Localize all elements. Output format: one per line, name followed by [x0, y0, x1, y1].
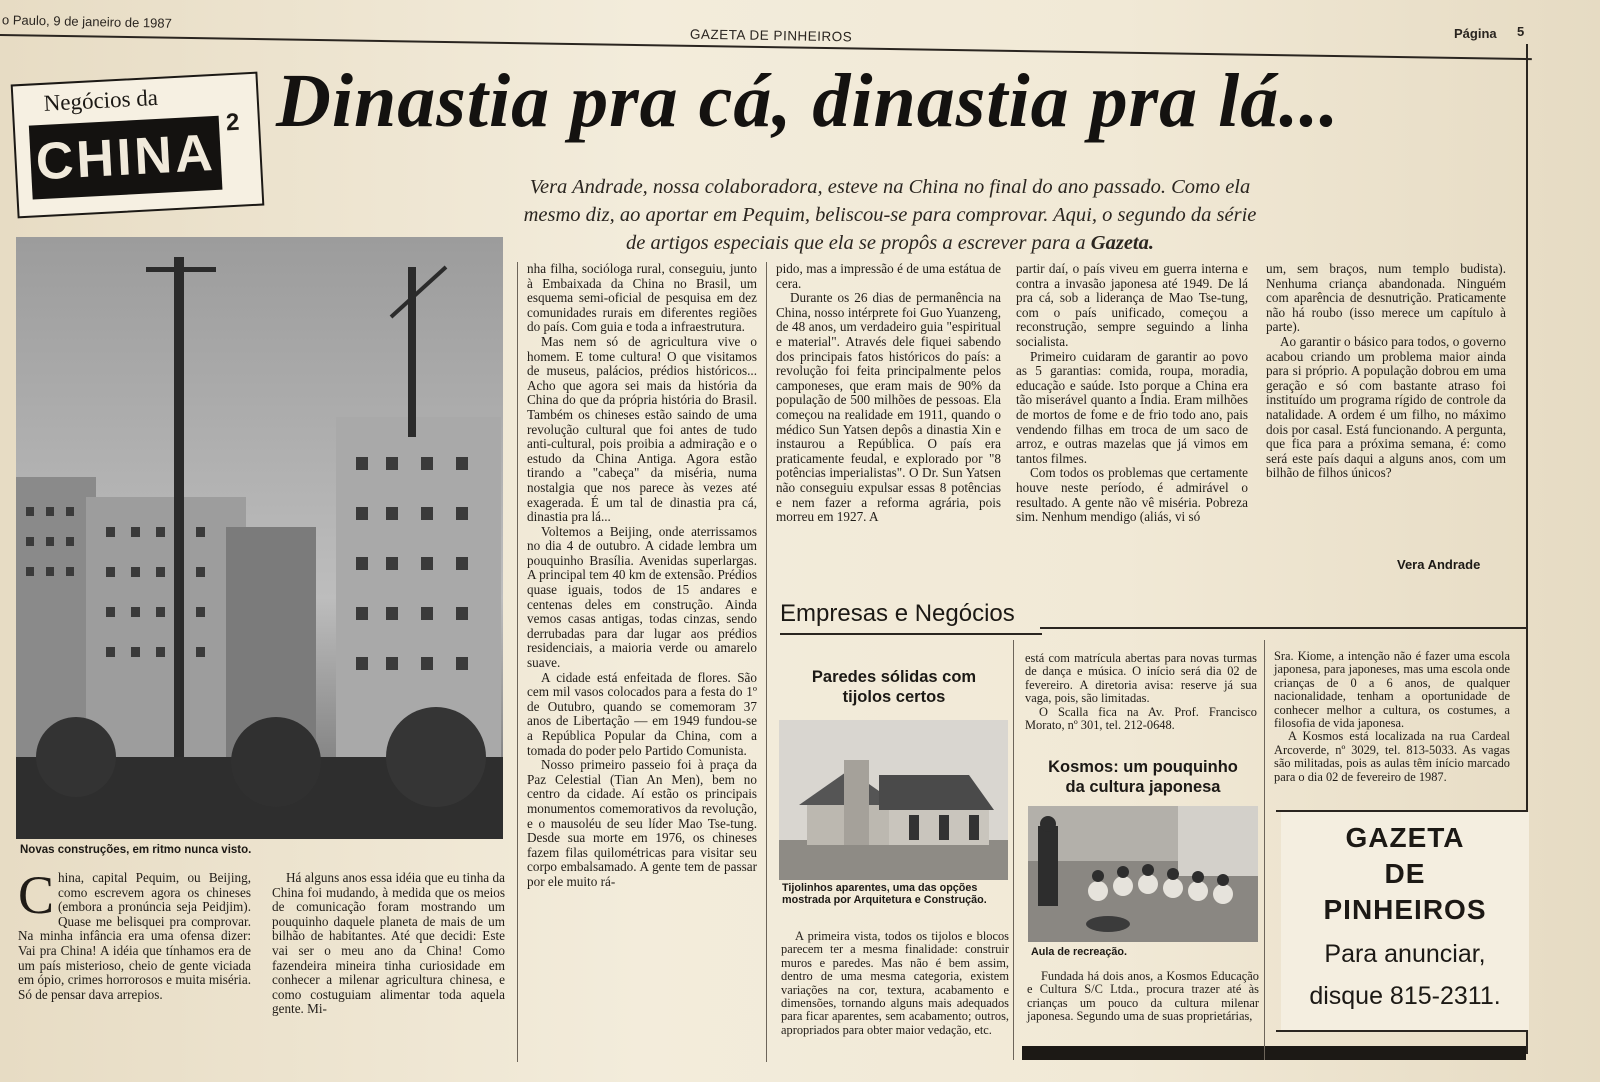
article-col-5	[1016, 262, 1248, 525]
col2-text: Há alguns anos essa idéia que eu tinha da China foi mudando, à medida que os meios de comunicação foram mostrando um pouquinho daquele planeta de mais de um bilhão de habitantes. Até que decidi: Este vai ser o meu ano da China! Como fazendeira mineira tinha curiosidade em conhecer a milenar agricultura chinesa, e como costuguiam alimentar toda aquela gente. Mi-	[272, 870, 505, 1017]
ad-rule-bottom	[1276, 1030, 1528, 1032]
section-rule-left	[780, 633, 1042, 635]
article-col-6	[1266, 262, 1506, 481]
col-rule-1	[517, 262, 518, 1062]
kosmos-class-photo	[1028, 806, 1258, 942]
ad-line-5: disque 815-2311.	[1309, 982, 1501, 1010]
story3-cont-col	[1274, 650, 1510, 784]
ad-line-3: PINHEIROS	[1323, 894, 1487, 925]
story1-text: A primeira vista, todos os tijolos e blocos parecem ter a mesma finalidade: construir muros e paredes. Mas não é bem assim, dentro de uma mesma categoria, existem variações na cor, textura, acabamento e dimensões, tornando alguns mais adequados para ficar aparentes, sem acabamento; outros, apropriados para obter maior vedação, etc.	[781, 929, 1009, 1037]
story3-cont-2: A Kosmos está localizada na rua Cardeal Arcoverde, nº 3029, tel. 813-5033. As vagas são militadas, pois as aulas têm início marcado para o dia 02 de fevereiro de 1987.	[1274, 729, 1510, 784]
author-signature: Vera Andrade	[1397, 557, 1481, 572]
house-illustration	[779, 720, 1008, 880]
section-rule	[1040, 627, 1526, 629]
intro-deck	[460, 173, 1320, 257]
section-title: Empresas e Negócios	[780, 600, 1015, 627]
story1-caption: Tijolinhos aparentes, uma das opções mostrada por Arquitetura e Construção.	[782, 882, 987, 906]
story1-text-col	[781, 930, 1009, 1037]
brick-house-photo	[779, 720, 1008, 880]
col4-para-1: pido, mas a impressão é de uma estátua de cera.	[776, 261, 1001, 291]
logo-superscript: 2	[225, 108, 241, 137]
story3-headline: Kosmos: um pouquinho da cultura japonesa	[1048, 758, 1238, 796]
col-rule-4	[1264, 640, 1265, 1060]
intro-gazeta: Gazeta.	[1090, 232, 1154, 254]
story3-cont-1: Sra. Kiome, a intenção não é fazer uma escola japonesa, para japoneses, mas uma escola onde crianças de 0 a 6 anos, de qualquer nacionalidade, tenham a oportunidade de conhecer melhor a cultura, os costumes, a filosofia de vida japonesa.	[1274, 649, 1510, 731]
col3-para-2: Mas nem só de agricultura vive o homem. E tome cultura! O que visitamos de museus, palácios, prédios históricos... Acho que agora sei mais da história da China do que da própria história do Brasil. Também os chineses estão saindo de uma revolução cultural que foi antes de tudo anti-cultural, pois proibia a admiração e o estudo da China Antiga. Agora estão tirando a "cabeça" da miséria, numa nostalgia que nos parece às vezes até exagerada. É um tal de dinastia pra cá, dinastia pra lá...	[527, 333, 757, 525]
scalla-text-col	[1025, 652, 1257, 732]
photo-illustration	[16, 237, 503, 839]
col6-para-2: Ao garantir o básico para todos, o governo acabou criando um problema maior ainda para si próprio. A população dobrou em uma geração e só com bastante atraso foi instituído um programa rígido de controle da natalidade. A ordem é um filho, no máximo dois por casal. Está funcionando. A pergunta, que fica para a próxima semana, é: como será este país daqui a alguns anos, com um bilhão de filhos únicos?	[1266, 333, 1506, 481]
scalla-text-2: O Scalla fica na Av. Prof. Francisco Morato, nº 301, tel. 212-0648.	[1025, 704, 1257, 733]
col6-para-1: um, sem braços, num templo budista). Nenhuma criança abandonada. Ninguém com aparência de desnutrição. Praticamente não há roubo (isso merece um capítulo à parte).	[1266, 261, 1506, 335]
story3-text: Fundada há dois anos, a Kosmos Educação e Cultura S/C Ltda., procura trazer até às crianças um pouco da cultura milenar japonesa. Segundo uma de suas proprietárias,	[1027, 969, 1259, 1024]
classroom-illustration	[1028, 806, 1258, 942]
ad-line-1: GAZETA	[1345, 822, 1465, 853]
headline: Dinastia pra cá, dinastia pra lá...	[276, 59, 1340, 143]
article-col-4	[776, 262, 1001, 525]
construction-photo	[16, 237, 503, 839]
article-col-2	[272, 871, 505, 1017]
col5-para-3: Com todos os problemas que certamente houve neste período, é admirável o resultado. A gente não vê miséria. Pobreza sim. Nenhum mendigo (aliás, vi só	[1016, 465, 1248, 525]
intro-line-1: Vera Andrade, nossa colaboradora, esteve na China no final do ano passado. Como ela	[529, 176, 1251, 198]
next-story-bar	[1022, 1046, 1526, 1060]
col3-para-1: nha filha, socióloga rural, conseguiu, junto à Embaixada da China no Brasil, um esquema semi-oficial de pesquisa em dez comunidades rurais em diferentes regiões do país. Com guia e toda a infraestrutura.	[527, 261, 757, 335]
col3-para-5: Nosso primeiro passeio foi à praça da Paz Celestial (Tian An Men), bem no centro da cidade. Aí estão os principais monumentos comemorativos da revolução, e o mausoléu de seu líder Mao Tse-tung. Desde sua morte em 1976, os chineses fazem filas quilométricas para visitar seu corpo embalsamado. A gente tem de passar por ele muito rá-	[527, 757, 757, 889]
ad-line-2: DE	[1384, 858, 1426, 889]
ad-line-4: Para anunciar,	[1324, 940, 1486, 968]
article-col-3	[527, 262, 757, 890]
col4-para-2: Durante os 26 dias de permanência na China, nosso intérprete foi Guo Yuanzeng, de 48 anos, um verdadeiro guia "espiritual e material". Através dele fiquei sabendo dos principais fatos históricos do país: a revolução foi feita principalmente pelos camponeses, que eram mais de 90% da população de 500 milhões de pessoas. Ela começou na realidade em 1911, quando o médico Sun Yatsen depôs a dinastia Xin e instaurou a República. O país era praticamente feudal, e explorado por "8 potências imperialistas". O Dr. Sun Yatsen não conseguiu expulsar essas 8 potências e nem fazer a reforma agrária, pois morreu em 1927. A	[776, 290, 1001, 525]
page-number: 5	[1517, 24, 1525, 39]
intro-line-3: de artigos especiais que ela se propôs a escrever para a Gazeta.	[626, 232, 1154, 254]
advert-box	[1281, 812, 1529, 1030]
logo-top-text: Negócios da	[43, 84, 159, 116]
article-col-1	[18, 865, 251, 1002]
col5-para-1: partir daí, o país viveu em guerra interna e contra a invasão japonesa até 1949. De lá pra cá, sob a liderança de Mao Tse-tung, com o país unificado, começou a reconstrução, sempre seguindo a linha socialista.	[1016, 261, 1248, 349]
page-label: Página	[1454, 26, 1497, 41]
story3-caption: Aula de recreação.	[1031, 946, 1128, 958]
col1-text: hina, capital Pequim, ou Beijing, como escrevem agora os chineses (embora a pronúncia seja Peidjim). Quase me belisquei pra comprovar. Na minha infância era uma ofensa dizer: Vai pra China! A idéia que tínhamos era de um país misterioso, cheio de gente viciada em ópio, crimes horrorosos e muita miséria. Só de pensar dava arrepios.	[18, 870, 251, 1002]
scalla-text-1: está com matrícula abertas para novas turmas de dança e música. O início será dia 02 de fevereiro. A diretoria avisa: reserve já sua vaga, pois, são limitadas.	[1025, 651, 1257, 706]
col3-para-3: Voltemos a Beijing, onde aterrissamos no dia 4 de outubro. A cidade lembra um pouquinho Brasília. Avenidas superlargas. A principal tem 40 km de extensão. Prédios quase iguais, todos de 15 andares e centenas deles em construção. Ainda vemos casas antigas, todas cinzas, sendo derrubadas para dar lugar aos prédios residenciais, a maioria verde ou amarelo suave.	[527, 523, 758, 671]
dateline: o Paulo, 9 de janeiro de 1987	[1, 12, 172, 31]
newspaper-name: GAZETA DE PINHEIROS	[689, 26, 853, 45]
story1-headline: Paredes sólidas com tijolos certos	[811, 668, 977, 706]
photo-caption: Novas construções, em ritmo nunca visto.	[20, 844, 252, 856]
story3-text-col	[1027, 970, 1259, 1024]
col-rule-2	[766, 262, 767, 1062]
intro-line-2: mesmo diz, ao aportar em Pequim, beliscou-se para comprovar. Aqui, o segundo da série	[523, 204, 1257, 226]
col-rule-3	[1013, 640, 1014, 1060]
drop-cap: C	[18, 865, 55, 925]
col5-para-2: Primeiro cuidaram de garantir ao povo as 5 garantias: comida, roupa, moradia, educação e saúde. Isto porque a China era tão miserável quanto a Índia. Eram milhões de mortos de fome e de frio todo ano, pais vendendo filhas em troca de um saco de arroz, e outras mazelas que já vimos em tantos filmes.	[1016, 348, 1248, 466]
section-logo	[11, 72, 265, 219]
logo-china-box: CHINA	[29, 116, 223, 200]
col3-para-4: A cidade está enfeitada de flores. São cem mil vasos colocados para a festa do 1º de Outubro, quando se comemoram 37 anos de Libertação — em 1949 fundou-se a República Popular da China, com a tomada do poder pelo Partido Comunista.	[527, 669, 757, 758]
